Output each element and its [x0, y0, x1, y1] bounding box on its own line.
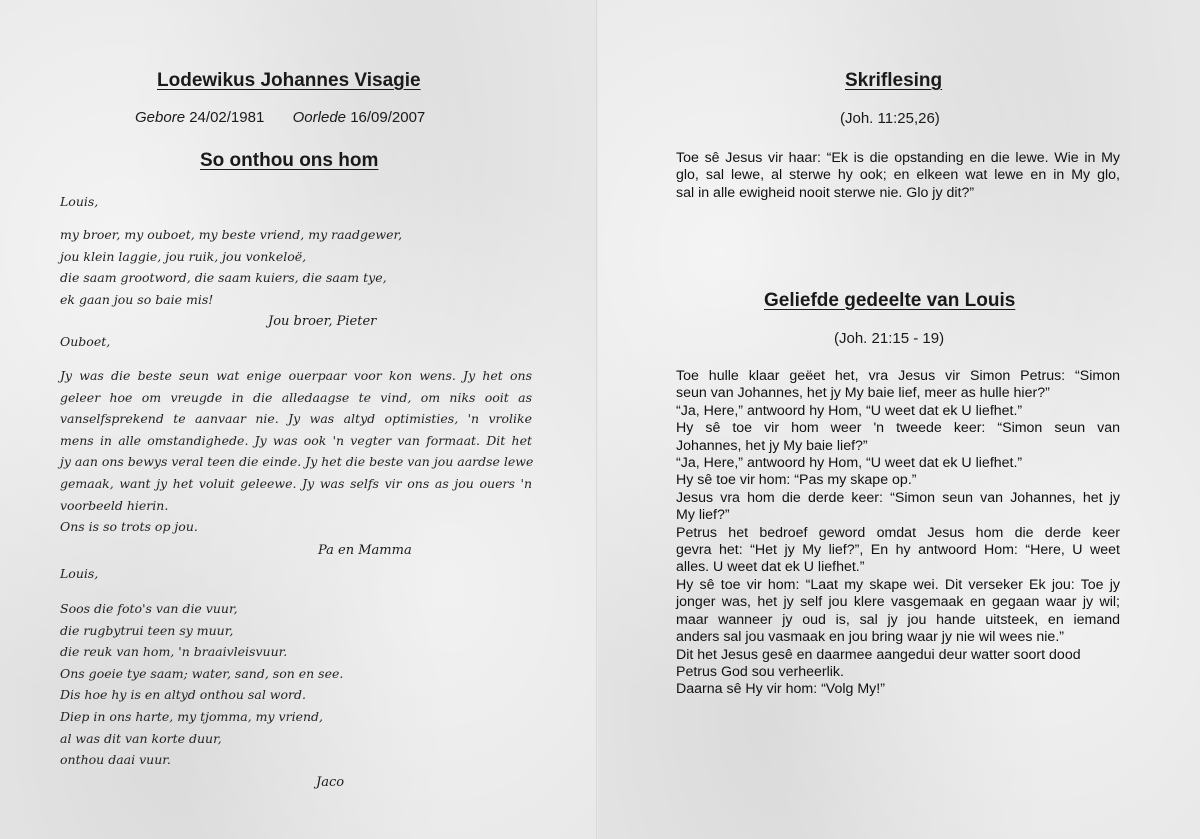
msg3-line: onthou daai vuur. — [60, 752, 171, 768]
msg2-body — [60, 365, 532, 538]
passage-line: anders sal jou vasmaak en jou bring waar jy nie wil wees nie.” — [676, 629, 1064, 646]
born-label: Gebore — [135, 109, 186, 126]
msg2-line: mens in alle omstandighede. Jy was ook 'n vegter van formaat. Dit het — [60, 432, 532, 448]
passage-line: “Ja, Here,” antwoord hy Hom, “U weet dat ek U liefhet.” — [676, 402, 1023, 419]
deceased-name: Lodewikus Johannes Visagie — [157, 70, 421, 91]
msg2-line: Ons is so trots op jou. — [60, 519, 198, 535]
passage-line: Hy sê toe vir hom weer 'n tweede keer: “Simon seun van — [676, 420, 1120, 437]
msg3-line: Dis hoe hy is en altyd onthou sal word. — [60, 687, 306, 703]
msg3-line: die reuk van hom, 'n braaivleisvuur. — [60, 644, 288, 660]
passage-line: Hy sê toe vir hom: “Laat my skape wei. Dit verseker Ek jou: Toe jy — [676, 576, 1120, 593]
msg2-signature: Pa en Mamma — [318, 543, 412, 558]
msg2-line: gemaak, want jy het voluit geleewe. Jy was selfs vir ons as jou ouers 'n — [60, 475, 532, 491]
msg2-line: geleer hoe om vreugde in die alledaagse te vind, om niks ooit as — [60, 389, 532, 405]
born-date: 24/02/1981 — [189, 109, 265, 126]
msg1-line: my broer, my ouboet, my beste vriend, my raadgewer, — [60, 227, 403, 242]
passage-line: Petrus God sou verheerlik. — [676, 663, 844, 680]
msg3-signature: Jaco — [316, 775, 345, 790]
passage-line: seun van Johannes, het jy My baie lief, meer as hulle hier?” — [676, 385, 1050, 402]
msg3-line: Ons goeie tye saam; water, sand, son en see. — [60, 665, 344, 681]
msg2-line: voorbeeld hierin. — [60, 497, 169, 513]
msg2-line: Jy was die beste seun wat enige ouerpaar voor kon wens. Jy het ons — [60, 368, 532, 383]
died-date: 16/09/2007 — [350, 109, 426, 126]
favourite-heading: Geliefde gedeelte van Louis — [764, 290, 1016, 311]
msg1-line: ek gaan jou so baie mis! — [60, 291, 214, 307]
passage-line: Hy sê toe vir hom: “Pas my skape op.” — [676, 472, 917, 489]
passage-line: Petrus het bedroef geword omdat Jesus hom die derde keer — [676, 524, 1120, 541]
reading-line: sal in alle ewigheid nooit sterwe nie. Glo jy dit?” — [676, 184, 975, 201]
passage-line: Johannes, het jy My baie lief?” — [676, 437, 868, 454]
msg3-line: Soos die foto's van die vuur, — [60, 601, 238, 616]
reading-line: glo, sal lewe, al sterwe hy ook; en elkeen wat lewe en in My glo, — [676, 167, 1120, 184]
msg3-greeting: Louis, — [60, 566, 99, 581]
died-label: Oorlede — [292, 109, 347, 126]
reading-line: Toe sê Jesus vir haar: “Ek is die opstanding en die lewe. Wie in My — [676, 150, 1120, 166]
passage-line: gevra het: “Het jy My lief?”, En hy antwoord Hom: “Here, U weet — [676, 542, 1120, 559]
msg1-line: die saam grootword, die saam kuiers, die saam tye, — [60, 270, 387, 286]
passage-line: My lief?” — [676, 507, 730, 524]
remember-heading: So onthou ons hom — [200, 150, 379, 171]
passage-line: “Ja, Here,” antwoord hy Hom, “U weet dat ek U liefhet.” — [676, 455, 1023, 472]
passage-line: Toe hulle klaar geëet het, vra Jesus vir Simon Petrus: “Simon — [676, 368, 1120, 384]
msg1-greeting: Louis, — [60, 194, 99, 209]
favourite-reference: (Joh. 21:15 - 19) — [834, 330, 945, 347]
msg3-line: al was dit van korte duur, — [60, 730, 222, 746]
favourite-passage — [676, 368, 1120, 699]
reading-passage — [676, 150, 1120, 202]
msg2-line: jy aan ons bewys veral teen die einde. Jy het die beste van jou aardse lewe — [60, 454, 534, 470]
msg2-line: vanselfsprekend te aanvaar nie. Jy was altyd optimisties, 'n vrolike — [60, 411, 532, 427]
passage-line: alles. U weet dat ek U liefhet.” — [676, 559, 865, 576]
msg3-line: die rugbytrui teen sy muur, — [60, 622, 234, 638]
right-page — [598, 0, 1200, 839]
passage-line: jonger was, het jy self jou klere vasgemaak en gegaan waar jy wil; — [676, 594, 1120, 611]
msg3-body — [60, 598, 460, 771]
left-page — [0, 0, 598, 839]
msg1-body — [60, 224, 440, 310]
passage-line: maar wanneer jy oud is, sal jy jou hande uitsteek, en iemand — [676, 611, 1120, 628]
passage-line: Jesus vra hom die derde keer: “Simon seun van Johannes, het jy — [676, 489, 1120, 506]
msg1-line: jou klein laggie, jou ruik, jou vonkeloë, — [60, 248, 307, 264]
life-dates — [135, 109, 425, 126]
msg3-line: Diep in ons harte, my tjomma, my vriend, — [60, 708, 323, 724]
msg1-signature: Jou broer, Pieter — [268, 314, 377, 329]
reading-heading: Skriflesing — [845, 70, 943, 91]
reading-reference: (Joh. 11:25,26) — [840, 110, 940, 127]
passage-line: Dit het Jesus gesê en daarmee aangedui deur watter soort dood — [676, 646, 1081, 663]
passage-line: Daarna sê Hy vir hom: “Volg My!” — [676, 681, 885, 698]
msg2-greeting: Ouboet, — [60, 334, 111, 349]
